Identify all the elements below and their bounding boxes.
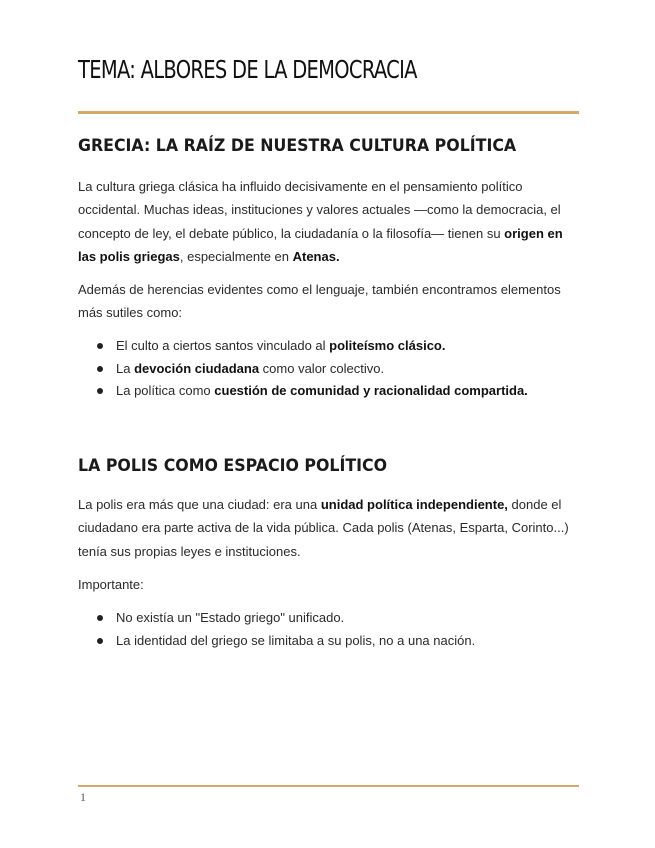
list-item	[78, 607, 475, 630]
list-item	[78, 380, 528, 403]
polis-bullet-list	[78, 607, 475, 652]
list-item	[78, 335, 528, 358]
bullet-dot-icon	[97, 343, 103, 349]
polis-p1-text-a: La polis era más que una ciudad: era una	[78, 497, 321, 512]
footer-divider	[78, 785, 579, 787]
list-item	[78, 358, 528, 381]
grecia-p1-text-a: La cultura griega clásica ha influido decisivamente en el pensamiento político occidental. Muchas ideas, instituciones y valores actuales —como la democracia, el concepto de ley, el debate público, la ciudadanía o la filosofía— tienen su	[78, 179, 561, 241]
bullet-dot-icon	[97, 366, 103, 372]
list-item-bold: cuestión de comunidad y racionalidad compartida.	[214, 383, 528, 398]
polis-p1-text-b: donde el ciudadano era parte activa de la vida pública. Cada polis (Atenas, Esparta, Corinto...) tenía sus propias leyes e instituciones.	[78, 497, 569, 559]
grecia-p1-text-b: , especialmente en	[179, 248, 293, 264]
page-number: 1	[80, 790, 86, 804]
list-item-bold: devoción ciudadana	[134, 360, 260, 376]
list-item-bold: politeísmo clásico.	[329, 338, 446, 353]
list-item-text: No existía un "Estado griego" unificado.	[116, 610, 345, 625]
list-item-text: La identidad del griego se limitaba a su polis, no a una nación.	[116, 632, 476, 648]
grecia-paragraph-2: Además de herencias evidentes como el lenguaje, también encontramos elementos más sutiles como:	[78, 282, 561, 321]
grecia-bullet-list	[78, 335, 528, 403]
grecia-p1-bold-a: origen en las polis griegas	[78, 225, 563, 264]
section-heading-grecia: GRECIA: LA RAÍZ DE NUESTRA CULTURA POLÍTICA	[78, 136, 517, 156]
bullet-dot-icon	[97, 615, 103, 621]
grecia-paragraph-1	[78, 175, 580, 268]
polis-paragraph-2: Importante:	[78, 577, 144, 592]
section-heading-polis: LA POLIS COMO ESPACIO POLÍTICO	[78, 456, 388, 476]
polis-p1-bold-a: unidad política independiente,	[320, 497, 508, 512]
list-item-text: El culto a ciertos santos vinculado al	[116, 338, 330, 353]
document-title: TEMA: ALBORES DE LA DEMOCRACIA	[78, 55, 417, 84]
list-item-text: La	[116, 360, 135, 376]
bullet-dot-icon	[97, 388, 103, 394]
grecia-p1-bold-b: Atenas.	[292, 248, 340, 264]
polis-paragraph-1	[78, 493, 580, 563]
bullet-dot-icon	[97, 638, 103, 644]
list-item-text-after: como valor colectivo.	[259, 360, 385, 376]
list-item	[78, 630, 475, 653]
title-divider	[78, 111, 579, 114]
list-item-text: La política como	[116, 383, 215, 398]
